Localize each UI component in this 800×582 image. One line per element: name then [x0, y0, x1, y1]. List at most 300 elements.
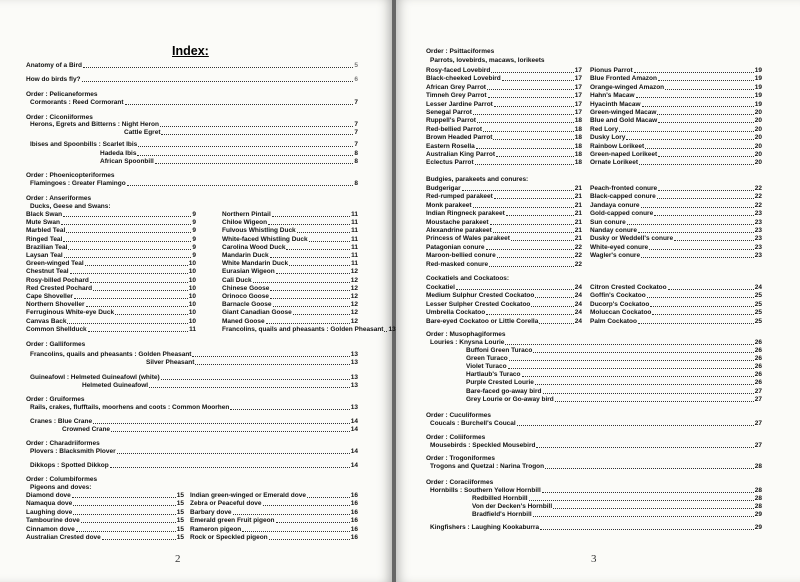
dot-leader — [654, 215, 754, 216]
dot-leader — [489, 266, 574, 267]
entry-page-number: 11 — [351, 219, 358, 227]
dot-leader — [268, 224, 350, 225]
dot-leader — [529, 500, 754, 501]
entry-label: Lesser Jardine Parrot — [426, 100, 493, 108]
index-entry — [430, 463, 762, 471]
dot-leader — [293, 314, 350, 315]
section-header: Order : Gruiformes — [26, 396, 85, 403]
entry-page-number: 19 — [754, 75, 762, 83]
index-entry — [430, 495, 762, 503]
entry-page-number: 22 — [574, 252, 582, 260]
dot-leader — [545, 468, 754, 469]
dot-leader — [658, 190, 754, 191]
entry-label: Violet Turaco — [466, 363, 507, 371]
dot-leader — [270, 298, 350, 299]
entry-label: Dusky or Weddell's conure — [590, 235, 674, 243]
entry-label: Orange-winged Amazon — [590, 83, 665, 91]
index-entry — [430, 442, 762, 450]
dot-leader — [149, 387, 350, 388]
entry-label: Orinoco Goose — [222, 293, 269, 300]
entry-page-number: 21 — [574, 235, 582, 243]
entry-page-number: 17 — [574, 92, 582, 100]
dot-leader — [531, 306, 573, 307]
entry-page-number: 8 — [354, 180, 358, 187]
entry-page-number: 12 — [350, 284, 358, 292]
index-entry — [26, 268, 196, 276]
index-entry — [426, 134, 582, 142]
entry-page-number: 9 — [192, 235, 196, 243]
entry-label: Chinese Goose — [222, 284, 270, 292]
index-entry — [426, 109, 582, 117]
entry-page-number: 9 — [192, 219, 196, 227]
entry-page-number: 22 — [574, 260, 582, 268]
index-entry — [590, 318, 762, 326]
dot-leader — [195, 364, 349, 365]
entry-page-number: 21 — [574, 218, 582, 226]
entry-page-number: 12 — [350, 301, 358, 309]
entry-page-number: 14 — [350, 426, 358, 433]
entry-page-number: 7 — [354, 99, 358, 106]
entry-page-number: 25 — [754, 309, 762, 317]
index-entry — [430, 388, 762, 396]
entry-page-number: 29 — [754, 511, 762, 519]
entry-label: Moluccan Cockatoo — [590, 309, 652, 317]
index-entry — [430, 363, 762, 371]
section-header: Order : Phoenicopteriformes — [26, 172, 115, 179]
entry-page-number: 7 — [354, 121, 358, 128]
index-entry — [222, 325, 396, 334]
dot-leader — [102, 539, 176, 540]
dot-leader — [488, 97, 574, 98]
dot-leader — [491, 72, 573, 73]
index-entry — [426, 309, 582, 317]
entry-label: Ducorp's Cockatoo — [590, 300, 650, 308]
dot-leader — [263, 505, 350, 506]
dot-leader — [506, 215, 574, 216]
dot-leader — [137, 155, 353, 156]
entry-label: Diamond dove — [26, 492, 71, 499]
entry-page-number: 9 — [192, 227, 196, 235]
section-header: Order : Galliformes — [26, 341, 86, 348]
entry-page-number: 5 — [354, 62, 358, 69]
section-header: Order : Anseriformes — [26, 195, 92, 202]
entry-page-number: 29 — [754, 524, 762, 531]
entry-label: Hadeda Ibis — [100, 150, 137, 157]
section-header: Order : Charadriiformes — [26, 440, 100, 447]
dot-leader — [627, 224, 754, 225]
dot-leader — [638, 323, 754, 324]
index-entry — [222, 227, 358, 235]
entry-label: Red-rumped parakeet — [426, 193, 493, 201]
entry-page-number: 18 — [574, 117, 582, 125]
entry-label: Gold-capped conure — [590, 210, 654, 218]
index-entry — [190, 517, 358, 525]
dot-leader — [494, 106, 574, 107]
entry-label: Dusky Lory — [590, 134, 626, 142]
entry-label: Cranes : Blue Crane — [30, 418, 93, 425]
index-entry — [30, 99, 358, 107]
section-header: Budgies, parakeets and conures: — [426, 176, 529, 183]
entry-label: Chiloe Wigeon — [222, 219, 268, 227]
entry-label: Rails, crakes, flufftails, moorhens and coots : Common Moorhen — [30, 404, 230, 411]
entry-label: Eurasian Wigeon — [222, 268, 275, 276]
dot-leader — [273, 306, 350, 307]
entry-label: Princess of Wales parakeet — [426, 235, 510, 243]
index-entry — [426, 67, 582, 75]
index-entry — [222, 268, 358, 276]
entry-page-number: 26 — [754, 339, 762, 346]
entry-page-number: 18 — [574, 134, 582, 142]
entry-label: Maned Goose — [222, 317, 265, 325]
entry-page-number: 21 — [574, 193, 582, 201]
index-entry — [426, 219, 582, 227]
entry-label: Peach-fronted conure — [590, 185, 658, 192]
dot-leader — [542, 492, 754, 493]
entry-label: Green-naped Lorikeet — [590, 151, 658, 158]
entry-label: Eclectus Parrot — [426, 159, 474, 167]
dot-leader — [270, 290, 349, 291]
index-entry — [590, 227, 762, 235]
dot-leader — [647, 297, 754, 298]
dot-leader — [650, 306, 753, 307]
index-entry — [26, 517, 184, 525]
entry-label: Blue and Gold Macaw — [590, 117, 658, 125]
entry-page-number: 25 — [754, 300, 762, 308]
section-header: Cockatiels and Cockatoos: — [426, 275, 510, 282]
entry-label: Brown Headed Parrot — [426, 134, 493, 142]
index-entry — [590, 134, 762, 142]
entry-page-number: 15 — [176, 517, 184, 525]
dot-leader — [76, 531, 176, 532]
index-entry — [430, 524, 762, 532]
entry-page-number: 11 — [351, 243, 358, 251]
entry-label: Barnacle Goose — [222, 301, 272, 309]
entry-label: Cinnamon dove — [26, 525, 75, 533]
entry-page-number: 26 — [754, 363, 762, 371]
section-header: Order : Trogoniformes — [426, 455, 495, 462]
dot-leader — [641, 207, 754, 208]
index-entry — [590, 309, 762, 317]
dot-leader — [309, 241, 351, 242]
dot-leader — [494, 198, 574, 199]
dot-leader — [539, 323, 573, 324]
entry-page-number: 25 — [754, 317, 762, 325]
dot-leader — [486, 314, 574, 315]
dot-leader — [63, 241, 191, 242]
index-entry — [222, 293, 358, 301]
entry-label: Grey Lourie or Go-away bird — [466, 395, 554, 403]
index-entry — [430, 503, 762, 511]
entry-label: Chestnut Teal — [26, 268, 69, 276]
index-entry — [590, 67, 762, 75]
dot-leader — [276, 273, 350, 274]
entry-page-number: 11 — [351, 211, 358, 218]
entry-label: Silver Pheasant — [146, 359, 195, 366]
entry-label: Eastern Rosella — [426, 142, 475, 150]
entry-label: Von der Decken's Hornbill — [472, 503, 553, 511]
index-entry — [590, 219, 762, 227]
entry-label: Hornbills : Southern Yellow Hornbill — [430, 487, 541, 494]
index-entry — [590, 109, 762, 117]
index-entry — [426, 151, 582, 159]
entry-page-number: 20 — [754, 117, 762, 125]
entry-page-number: 14 — [350, 462, 358, 469]
index-entry — [430, 347, 762, 355]
entry-label: Hyacinth Macaw — [590, 100, 641, 108]
entry-page-number: 21 — [574, 185, 582, 192]
entry-page-number: 12 — [350, 317, 358, 325]
entry-page-number: 15 — [176, 500, 184, 508]
entry-label: Maroon-bellied conure — [426, 252, 496, 260]
dot-leader — [658, 80, 754, 81]
index-entry — [30, 382, 358, 390]
index-entry — [590, 202, 762, 210]
section-header: Parrots, lovebirds, macaws, lorikeets — [430, 57, 545, 64]
index-entry — [26, 509, 184, 517]
dot-leader — [72, 497, 176, 498]
entry-label: Northern Pintail — [222, 211, 271, 218]
entry-label: Australian Crested dove — [26, 534, 101, 541]
entry-label: Green Turaco — [466, 355, 508, 363]
index-entry — [590, 117, 762, 125]
index-entry — [590, 235, 762, 243]
entry-label: Mandarin Duck — [222, 252, 269, 259]
page-number-right: 3 — [591, 553, 597, 565]
dot-leader — [161, 379, 350, 380]
index-entry — [426, 235, 582, 243]
dot-leader — [509, 360, 754, 361]
entry-page-number: 15 — [176, 534, 184, 541]
entry-page-number: 24 — [574, 284, 582, 291]
dot-leader — [619, 131, 754, 132]
entry-page-number: 8 — [354, 150, 358, 157]
entry-label: Northern Shoveller — [26, 301, 85, 309]
index-entry — [426, 117, 582, 125]
entry-page-number: 22 — [754, 193, 762, 201]
entry-page-number: 17 — [574, 67, 582, 74]
index-entry — [426, 244, 582, 252]
entry-label: Indian Ringneck parakeet — [426, 210, 505, 218]
dot-leader — [66, 232, 191, 233]
entry-label: Cape Shoveller — [26, 293, 73, 300]
entry-label: White Mandarin Duck — [222, 260, 289, 268]
dot-leader — [127, 185, 354, 186]
entry-page-number: 11 — [351, 235, 358, 243]
entry-label: Purple Crested Lourie — [466, 379, 534, 387]
index-entry — [590, 101, 762, 109]
index-entry — [590, 292, 762, 300]
index-entry — [430, 355, 762, 363]
index-entry — [430, 487, 762, 495]
index-entry — [590, 252, 762, 260]
entry-label: Tambourine dove — [26, 517, 80, 525]
dot-leader — [553, 508, 754, 509]
entry-label: Rosy-faced Lovebird — [426, 67, 491, 74]
entry-page-number: 9 — [192, 252, 196, 259]
entry-page-number: 27 — [754, 420, 762, 427]
entry-label: Citron Crested Cockatoo — [590, 284, 667, 291]
dot-leader — [493, 139, 573, 140]
index-entry — [590, 92, 762, 100]
dot-leader — [517, 425, 754, 426]
dot-leader — [111, 431, 350, 432]
entry-page-number: 18 — [574, 125, 582, 133]
dot-leader — [522, 376, 754, 377]
entry-page-number: 13 — [350, 404, 358, 411]
entry-label: Brazilian Teal — [26, 243, 68, 251]
dot-leader — [286, 249, 350, 250]
index-entry — [30, 448, 358, 456]
entry-page-number: 27 — [754, 442, 762, 449]
index-entry — [26, 500, 184, 508]
dot-leader — [88, 331, 188, 332]
entry-label: Namaqua dove — [26, 500, 73, 508]
entry-label: Moustache parakeet — [426, 218, 489, 226]
dot-leader — [161, 134, 353, 135]
entry-label: Ruppell's Parrot — [426, 117, 476, 125]
dot-leader — [155, 163, 354, 164]
entry-label: Red-masked conure — [426, 260, 489, 268]
dot-leader — [307, 497, 350, 498]
entry-label: Ferruginous White-eye Duck — [26, 309, 115, 317]
index-entry — [590, 284, 762, 292]
dot-leader — [636, 97, 754, 98]
entry-label: Cockatiel — [426, 284, 455, 291]
entry-label: Wagler's conure — [590, 252, 641, 260]
entry-label: Francolins, quails and pheasants : Golden Pheasant — [30, 351, 192, 358]
entry-page-number: 13 — [350, 359, 358, 366]
entry-label: Marbled Teal — [26, 227, 66, 235]
entry-page-number: 26 — [754, 371, 762, 379]
index-entry — [426, 185, 582, 193]
entry-page-number: 15 — [176, 525, 184, 533]
index-entry — [590, 244, 762, 252]
dot-leader — [649, 249, 754, 250]
index-entry — [190, 534, 358, 542]
entry-page-number: 24 — [574, 300, 582, 308]
index-entry — [30, 180, 358, 188]
entry-page-number: 17 — [574, 109, 582, 116]
index-entry — [26, 534, 184, 542]
entry-page-number: 10 — [188, 260, 196, 268]
index-entry — [430, 371, 762, 379]
entry-label: Monk parakeet — [426, 201, 472, 209]
entry-page-number: 19 — [754, 92, 762, 100]
index-entry — [430, 379, 762, 387]
entry-page-number: 20 — [754, 125, 762, 133]
index-entry — [30, 404, 358, 412]
index-entry — [426, 92, 582, 100]
dot-leader — [543, 393, 754, 394]
entry-label: Francolins, quails and pheasants : Golden Pheasant — [222, 325, 384, 333]
dot-leader — [160, 126, 353, 127]
entry-label: Senegal Parrot — [426, 109, 472, 116]
entry-label: Budgerigar — [426, 185, 461, 192]
entry-label: Trogons and Quetzal : Narina Trogon — [430, 463, 545, 470]
dot-leader — [502, 80, 574, 81]
index-entry — [30, 150, 358, 158]
entry-label: Fulvous Whistling Duck — [222, 227, 296, 235]
index-entry — [222, 318, 358, 326]
dot-leader — [63, 216, 191, 217]
dot-leader — [297, 232, 350, 233]
entry-page-number: 24 — [574, 317, 582, 325]
entry-page-number: 27 — [754, 395, 762, 403]
index-entry — [30, 351, 358, 359]
dot-leader — [462, 190, 574, 191]
entry-label: Cattle Egret — [124, 129, 161, 136]
entry-page-number: 22 — [754, 201, 762, 209]
entry-label: Barbary dove — [190, 508, 232, 516]
dot-leader — [626, 139, 753, 140]
entry-page-number: 12 — [350, 268, 358, 276]
entry-label: Black-capped conure — [590, 193, 656, 201]
section-header: Order : Psittaciformes — [426, 48, 495, 55]
dot-leader — [90, 282, 188, 283]
entry-page-number: 10 — [188, 309, 196, 317]
dot-leader — [476, 148, 574, 149]
entry-page-number: 10 — [188, 268, 196, 276]
dot-leader — [487, 89, 574, 90]
index-entry — [26, 244, 196, 252]
dot-leader — [68, 249, 191, 250]
dot-leader — [86, 306, 188, 307]
right-page — [396, 0, 800, 582]
index-entry — [190, 526, 358, 534]
entry-page-number: 16 — [350, 534, 358, 541]
entry-page-number: 28 — [754, 487, 762, 494]
entry-label: Umbrella Cockatoo — [426, 309, 486, 317]
index-entry — [26, 526, 184, 534]
entry-label: Rainbow Lorikeet — [590, 142, 645, 150]
entry-page-number: 10 — [188, 284, 196, 292]
dot-leader — [638, 232, 754, 233]
entry-page-number: 21 — [574, 227, 582, 234]
dot-leader — [138, 146, 353, 147]
entry-label: Pionus Parrot — [590, 67, 633, 74]
section-header: Order : Musophagiformes — [426, 331, 506, 338]
entry-label: Patagonian conure — [426, 243, 485, 251]
dot-leader — [93, 423, 350, 424]
index-entry — [426, 284, 582, 292]
entry-label: Common Shellduck — [26, 325, 87, 333]
dot-leader — [508, 368, 754, 369]
index-entry — [26, 227, 196, 235]
index-entry — [30, 374, 358, 382]
entry-page-number: 7 — [354, 141, 358, 148]
dot-leader — [641, 257, 754, 258]
entry-page-number: 26 — [754, 347, 762, 354]
index-entry — [30, 359, 358, 367]
entry-label: Laughing dove — [26, 508, 73, 516]
entry-page-number: 16 — [350, 500, 358, 508]
entry-label: Bare-faced go-away bird — [466, 387, 542, 395]
entry-page-number: 20 — [754, 109, 762, 116]
dot-leader — [657, 198, 754, 199]
index-entry — [222, 211, 358, 219]
entry-page-number: 10 — [188, 293, 196, 300]
entry-label: White-faced Whistling Duck — [222, 235, 308, 243]
index-entry — [426, 101, 582, 109]
entry-page-number: 13 — [350, 351, 358, 358]
entry-page-number: 21 — [574, 201, 582, 209]
dot-leader — [384, 331, 387, 332]
entry-page-number: 11 — [351, 227, 358, 235]
entry-label: Green-winged Teal — [26, 260, 84, 268]
entry-label: Hartlaub's Turaco — [466, 371, 521, 379]
dot-leader — [85, 265, 188, 266]
entry-label: Green-winged Macaw — [590, 109, 657, 116]
